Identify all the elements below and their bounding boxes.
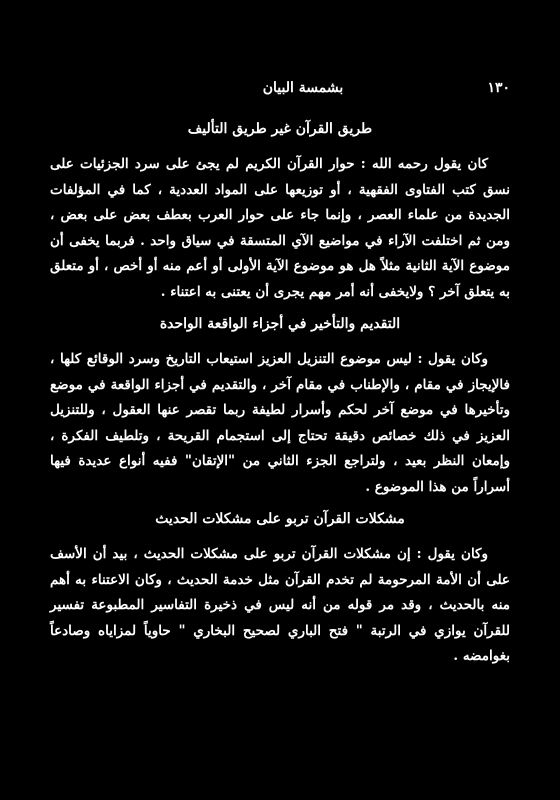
running-head: بشمسة البيان <box>262 80 344 96</box>
section-heading: التقديم والتأخير في أجزاء الواقعة الواحدة <box>159 316 401 332</box>
page-number: ١٣٠ <box>487 80 510 96</box>
section-paragraph: وكان يقول : إن مشكلات القرآن تربو على مشكلات الحديث ، بيد أن الأسف على أن الأمة المرحومة لم تخدم القرآن مثل خدمة الحديث ، وكان الاعتناء به أهم منه بالحديث ، وقد مر قوله من أنه ليس في ذخيرة التفاسير المطبوعة تفسير للقرآن يوازي في الرتبة " فتح الباري لصحيح البخاري " حاوياً لمزاياه وصادعاً بغوامضه . <box>50 546 510 664</box>
page-body <box>50 116 510 670</box>
section-heading: طريق القرآن غير طريق التأليف <box>187 121 373 137</box>
section-paragraph: وكان يقول : ليس موضوع التنزيل العزيز استيعاب التاريخ وسرد الوقائع كلها ، فالإيجاز في مقام ، والإطناب في مقام آخر ، والتقديم في أجزاء الواقعة في موضع وتأخيرها في موضع آخر لحكم وأسرار لطيفة ربما تقصر عنها العقول ، وللتنزيل العزيز في ذلك خصائص دقيقة تحتاج إلى استجمام القريحة ، وتلطيف الفكرة ، وإمعان النظر بعيد ، ولتراجع الجزء الثاني من "الإتقان" ففيه أنواع عديدة فيها أسراراً من هذا الموضوع . <box>50 351 510 495</box>
section-heading: مشكلات القرآن تربو على مشكلات الحديث <box>155 511 405 527</box>
section-paragraph: كان يقول رحمه الله : حوار القرآن الكريم لم يجئ على سرد الجزئيات على نسق كتب الفتاوى الفقهية ، أو توزيعها على المواد العددية ، كما في المؤلفات الجديدة من علماء العصر ، وإنما جاء على حوار العرب بعطف بعض على بعض ، ومن ثم اختلفت الآراء في مواضيع الآي المتسقة في سياق واحد . فربما يخفى أن موضوع الآية الثانية مثلاً هل هو موضوع الآية الأولى أو أعم منه أو أخص ، أو متعلق به يتعلق آخر ؟ ولايخفى أنه أمر مهم يجرى أن يعتنى به اعتناء . <box>50 156 510 300</box>
page-header <box>96 80 510 102</box>
